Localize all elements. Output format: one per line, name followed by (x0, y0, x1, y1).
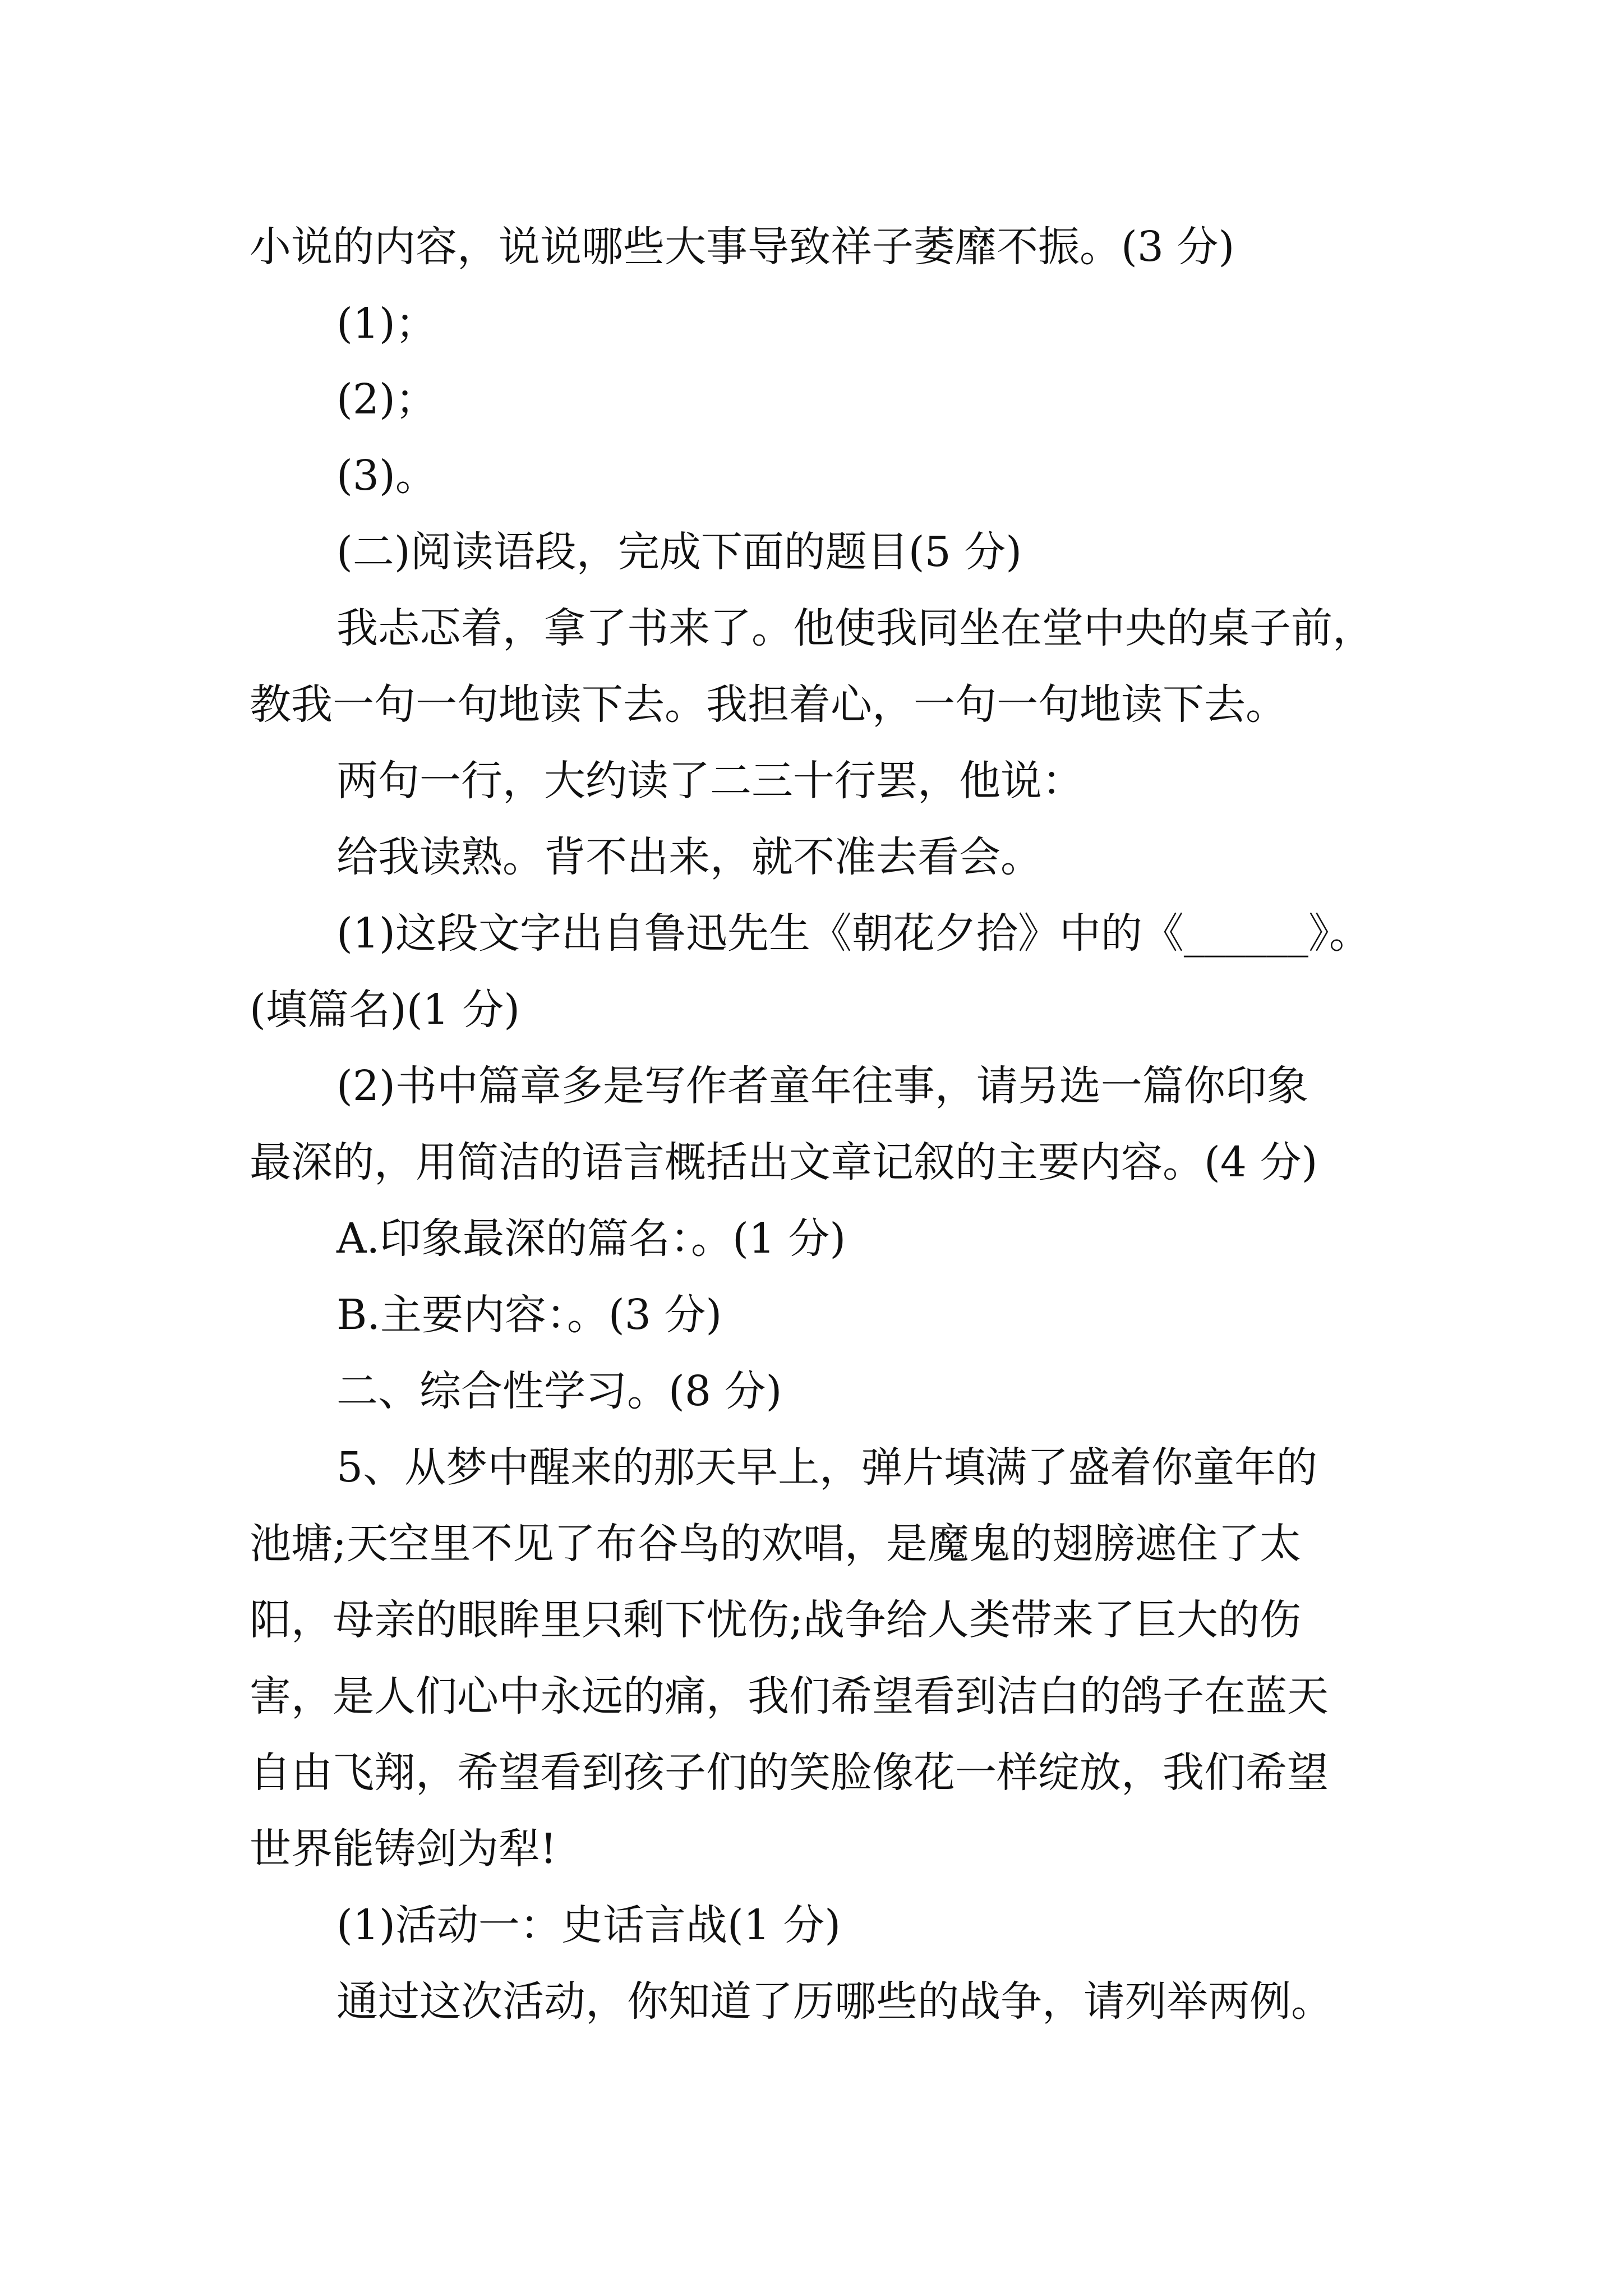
text-line: (1)； (336, 300, 437, 348)
text-line: (3)。 (336, 452, 437, 500)
text-line: 自由飞翔，希望看到孩子们的笑脸像花一样绽放，我们希望 (250, 1749, 1329, 1797)
text-line: 通过这次活动，你知道了历哪些的战争，请列举两例。 (336, 1977, 1332, 2026)
section-heading: 二、综合性学习。(8 分) (336, 1367, 782, 1415)
text-line: 最深的，用简洁的语言概括出文章记叙的主要内容。(4 分) (250, 1138, 1318, 1186)
question-line: (1)这段文字出自鲁迅先生《朝花夕拾》中的《______》。 (336, 909, 1371, 958)
text-line: 害，是人们心中永远的痛，我们希望看到洁白的鸽子在蓝天 (250, 1672, 1329, 1720)
text-line: 我忐忑着，拿了书来了。他使我同坐在堂中央的桌子前， (336, 604, 1374, 652)
text-line: 5、从梦中醒来的那天早上，弹片填满了盛着你童年的 (336, 1443, 1318, 1492)
text-line: 世界能铸剑为犁! (250, 1825, 557, 1873)
question-line: B.主要内容：。(3 分) (336, 1291, 722, 1339)
text-line: 两句一行，大约读了二三十行罢，他说： (336, 757, 1083, 805)
text-line: (填篇名)(1 分) (250, 986, 520, 1034)
text-line: 池塘;天空里不见了布谷鸟的欢唱，是魔鬼的翅膀遮住了太 (250, 1520, 1301, 1568)
text-line: 给我读熟。背不出来，就不准去看会。 (336, 833, 1042, 881)
text-line: 阳，母亲的眼眸里只剩下忧伤;战争给人类带来了巨大的伤 (250, 1596, 1301, 1644)
text-line: (2)； (336, 375, 437, 424)
text-line: 小说的内容，说说哪些大事导致祥子萎靡不振。(3 分) (250, 223, 1235, 271)
question-line: A.印象最深的篇名：。(1 分) (336, 1214, 846, 1263)
question-line: (2)书中篇章多是写作者童年往事，请另选一篇你印象 (336, 1062, 1308, 1110)
section-heading: (二)阅读语段，完成下面的题目(5 分) (336, 528, 1022, 576)
text-line: 教我一句一句地读下去。我担着心，一句一句地读下去。 (250, 680, 1287, 729)
question-line: (1)活动一：史话言战(1 分) (336, 1901, 841, 1949)
